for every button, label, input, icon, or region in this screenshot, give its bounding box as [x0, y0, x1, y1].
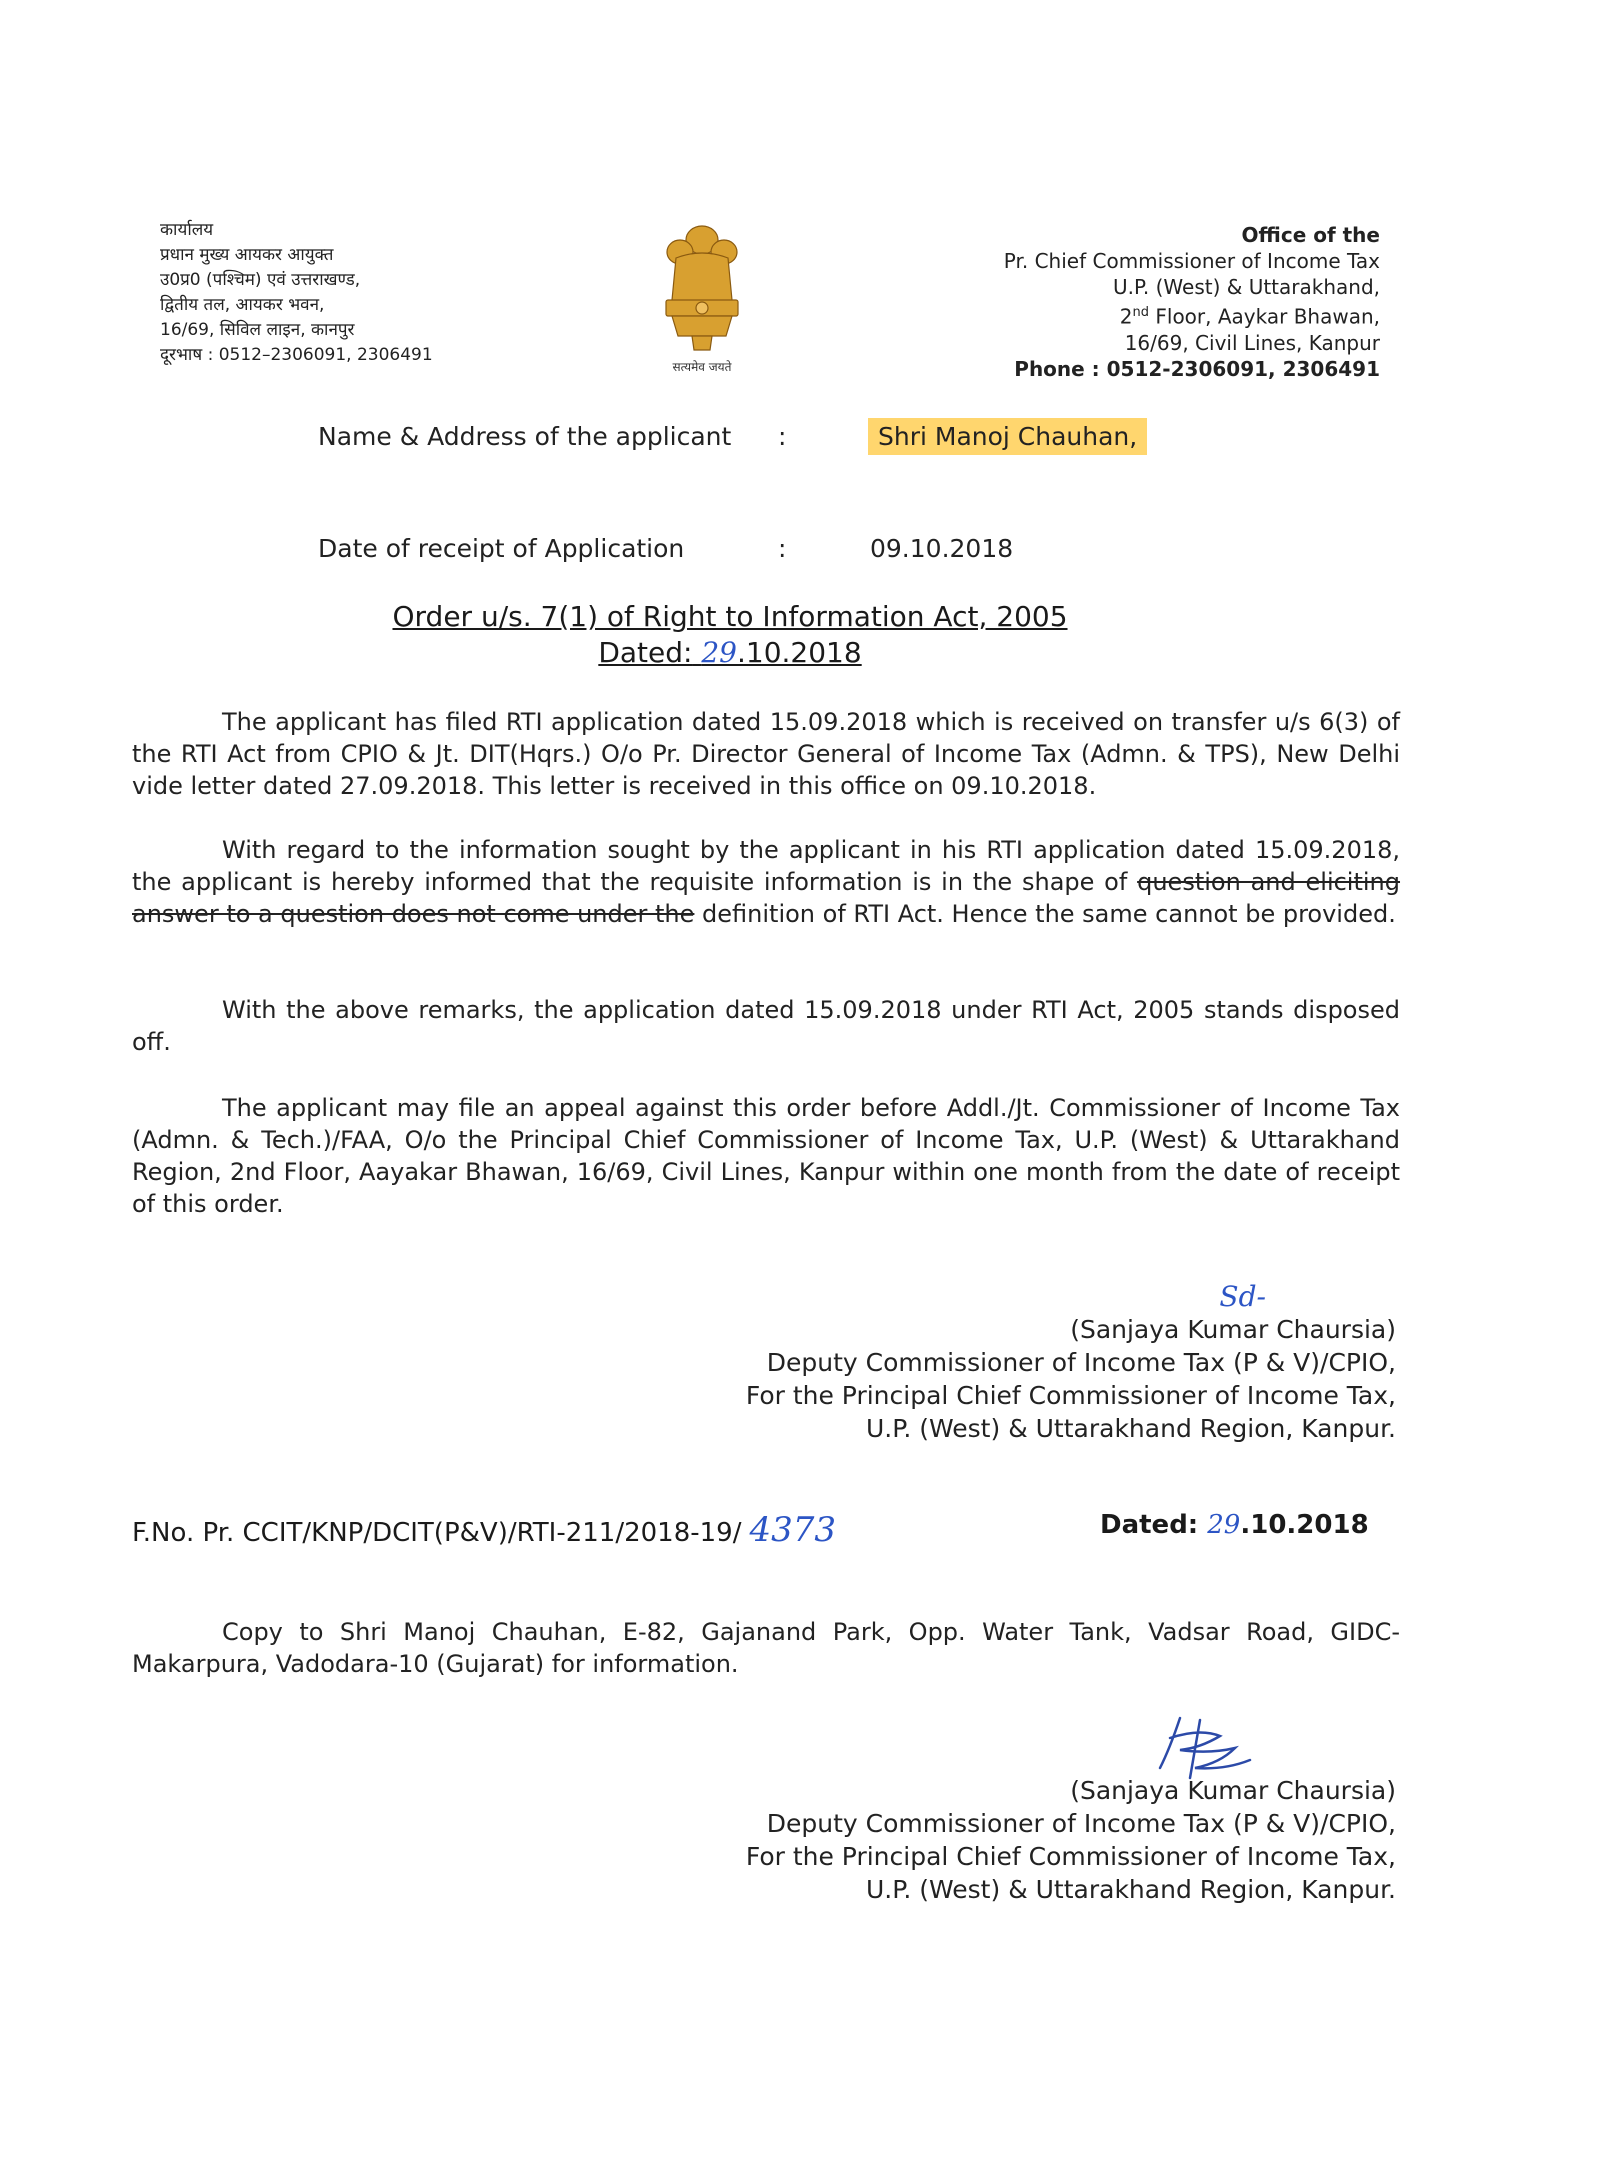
signatory-designation: Deputy Commissioner of Income Tax (P & V)/CPIO,	[766, 1809, 1396, 1838]
signatory-for-line: For the Principal Chief Commissioner of Income Tax,	[745, 1842, 1396, 1871]
signatory-designation: Deputy Commissioner of Income Tax (P & V)/CPIO,	[766, 1348, 1396, 1377]
paragraph-2: With regard to the information sought by the applicant in his RTI application dated 15.09.2018, the applicant is hereby informed that the requisite information is in the shape of question and eliciting answer to a question does not come under the definition of RTI Act. Hence the same cannot be provided.	[132, 836, 1401, 928]
hindi-line: प्रधान मुख्य आयकर आयुक्त	[160, 245, 334, 265]
signatory-for-line: For the Principal Chief Commissioner of Income Tax,	[745, 1381, 1396, 1410]
applicant-name-label: Name & Address of the applicant	[318, 422, 732, 451]
header-english-address	[860, 222, 1380, 382]
signature-block-1	[676, 1280, 1396, 1445]
header-hindi-address	[160, 218, 433, 368]
paragraph-3: With the above remarks, the application dated 15.09.2018 under RTI Act, 2005 stands disposed off.	[132, 996, 1400, 1056]
office-line: 16/69, Civil Lines, Kanpur	[1124, 330, 1380, 355]
paragraph-4: The applicant may file an appeal against this order before Addl./Jt. Commissioner of Income Tax (Admn. & Tech.)/FAA, O/o the Principal Chief Commissioner of Income Tax, U.P. (West) & Uttarakhand Region, 2nd Floor, Aayakar Bhawan, 16/69, Civil Lines, Kanpur within one month from the date of receipt of this order.	[132, 1094, 1400, 1218]
signatory-name: (Sanjaya Kumar Chaursia)	[1070, 1776, 1396, 1805]
hindi-line: कार्यालय	[160, 220, 214, 240]
signatory-region: U.P. (West) & Uttarakhand Region, Kanpur.	[865, 1875, 1396, 1904]
colon: :	[778, 534, 787, 563]
receipt-date-value: 09.10.2018	[870, 534, 1014, 563]
emblem-motto: सत्यमेव जयते	[672, 360, 732, 374]
colon: :	[778, 422, 787, 451]
file-dated: Dated: 29.10.2018	[1100, 1510, 1369, 1540]
hindi-line: उ0प्र0 (पश्चिम) एवं उत्तराखण्ड,	[160, 270, 361, 290]
paragraph-1: The applicant has filed RTI application dated 15.09.2018 which is received on transfer u/s 6(3) of the RTI Act from CPIO & Jt. DIT(Hqrs.) O/o Pr. Director General of Income Tax (Admn. & TPS), New Delhi vide letter dated 27.09.2018. This letter is received in this office on 09.10.2018.	[132, 708, 1400, 800]
order-title: Order u/s. 7(1) of Right to Information Act, 2005	[392, 600, 1068, 633]
sd-mark: Sd-	[1219, 1280, 1266, 1313]
office-floor-line: 2nd Floor, Aaykar Bhawan,	[1119, 304, 1380, 329]
order-dated: Dated: 29.10.2018	[598, 636, 862, 669]
handwritten-day: 29	[701, 636, 737, 669]
file-number: F.No. Pr. CCIT/KNP/DCIT(P&V)/RTI-211/2018-19/ 4373	[132, 1510, 837, 1550]
receipt-date-label: Date of receipt of Application	[318, 534, 685, 563]
office-phone: Phone : 0512-2306091, 2306491	[1014, 356, 1380, 381]
hindi-line: द्वितीय तल, आयकर भवन,	[160, 295, 325, 315]
national-emblem-icon	[652, 218, 752, 358]
signatory-name: (Sanjaya Kumar Chaursia)	[1070, 1315, 1396, 1344]
copy-to: Copy to Shri Manoj Chauhan, E-82, Gajanand Park, Opp. Water Tank, Vadsar Road, GIDC-Makarpura, Vadodara-10 (Gujarat) for information.	[132, 1618, 1400, 1678]
office-line: Office of the	[1241, 223, 1380, 247]
office-line: U.P. (West) & Uttarakhand,	[1112, 275, 1380, 299]
signature-block-2	[676, 1774, 1396, 1906]
struck-text: question and eliciting answer to a question does not come under the	[132, 868, 1401, 928]
signatory-region: U.P. (West) & Uttarakhand Region, Kanpur.	[865, 1414, 1396, 1443]
applicant-name-value: Shri Manoj Chauhan,	[868, 418, 1147, 455]
hindi-line: 16/69, सिविल लाइन, कानपुर	[160, 320, 355, 340]
handwritten-number: 4373	[749, 1510, 837, 1550]
office-line: Pr. Chief Commissioner of Income Tax	[1003, 249, 1380, 273]
hindi-line: दूरभाष : 0512–2306091, 2306491	[160, 345, 433, 365]
handwritten-day: 29	[1207, 1510, 1241, 1540]
